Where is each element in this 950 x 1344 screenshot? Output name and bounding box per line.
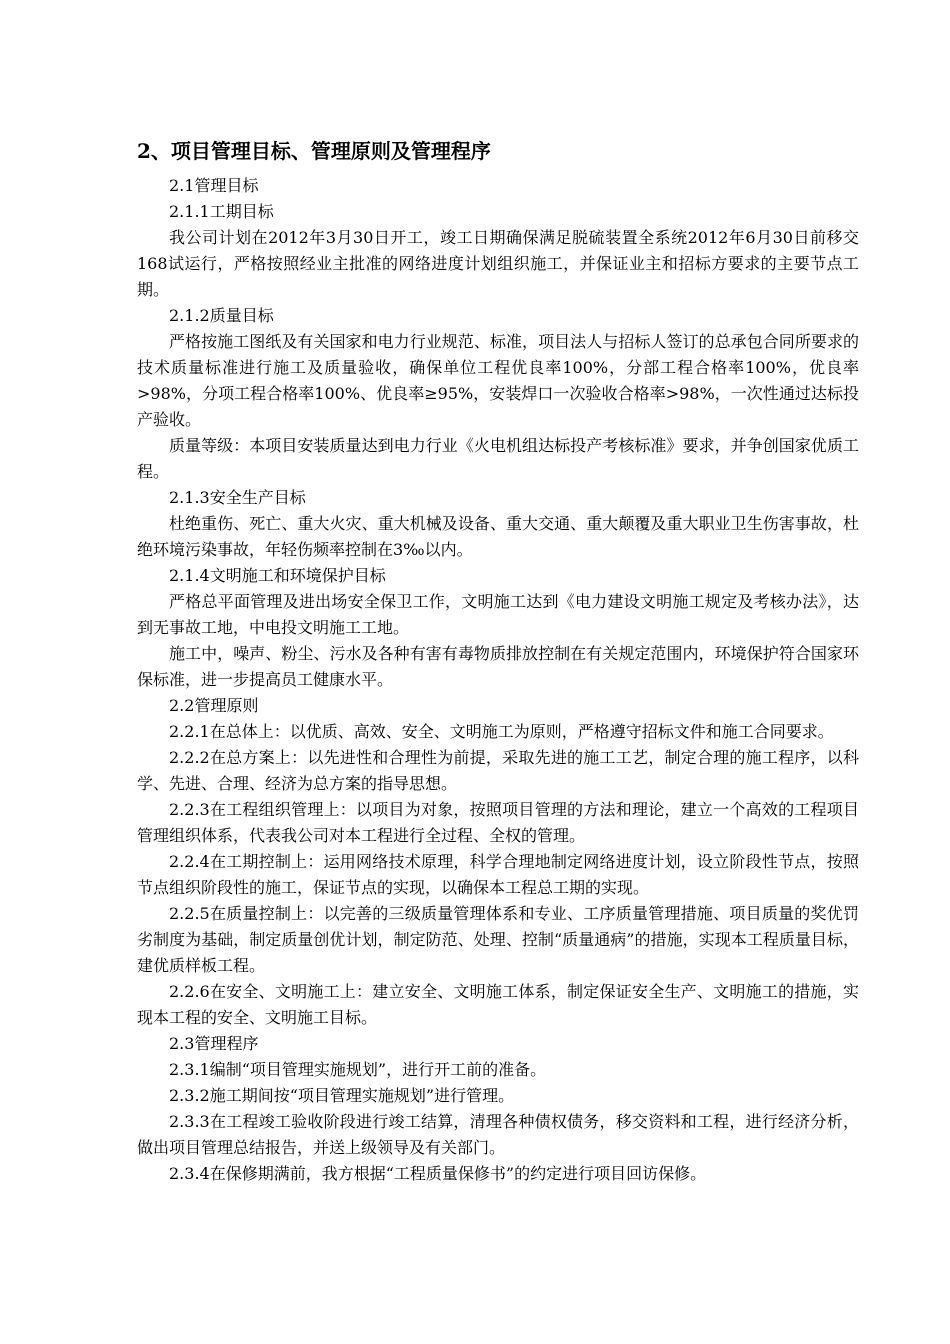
- paragraph-schedule-goal: 我公司计划在2012年3月30日开工，竣工日期确保满足脱硫装置全系统2012年6月30日前移交168试运行，严格按照经业主批准的网络进度计划组织施工，并保证业主和招标方要求的主要节点工期。: [137, 228, 859, 299]
- heading-2-1-3: 2.1.3安全生产目标: [169, 488, 306, 507]
- document-body: [137, 173, 859, 1187]
- paragraph-2-3-4: 2.3.4在保修期满前，我方根据“工程质量保修书”的约定进行项目回访保修。: [169, 1164, 707, 1183]
- paragraph-2-2-5: 2.2.5在质量控制上：以完善的三级质量管理体系和专业、工序质量管理措施、项目质量的奖优罚劣制度为基础，制定质量创优计划，制定防范、处理、控制“质量通病”的措施，实现本工程质量目标，建优质样板工程。: [137, 904, 859, 975]
- heading-2-1-4: 2.1.4文明施工和环境保护目标: [169, 566, 386, 585]
- section-title: 2、项目管理目标、管理原则及管理程序: [137, 139, 491, 163]
- heading-2-2: 2.2管理原则: [169, 696, 259, 715]
- paragraph-civilized-construction: 严格总平面管理及进出场安全保卫工作，文明施工达到《电力建设文明施工规定及考核办法》，达到无事故工地，中电投文明施工工地。: [137, 592, 859, 637]
- paragraph-environment: 施工中，噪声、粉尘、污水及各种有害有毒物质排放控制在有关规定范围内，环境保护符合国家环保标准，进一步提高员工健康水平。: [137, 644, 859, 689]
- paragraph-quality-goal: 严格按施工图纸及有关国家和电力行业规范、标准，项目法人与招标人签订的总承包合同所要求的技术质量标准进行施工及质量验收，确保单位工程优良率100%，分部工程合格率100%，优良率>98%，分项工程合格率100%、优良率≥95%，安装焊口一次验收合格率>98%，一次性通过达标投产验收。: [137, 332, 859, 429]
- paragraph-2-2-6: 2.2.6在安全、文明施工上：建立安全、文明施工体系，制定保证安全生产、文明施工的措施，实现本工程的安全、文明施工目标。: [137, 982, 859, 1027]
- heading-2-1-2: 2.1.2质量目标: [169, 306, 274, 325]
- paragraph-2-3-2: 2.3.2施工期间按“项目管理实施规划”进行管理。: [169, 1086, 515, 1105]
- paragraph-2-2-4: 2.2.4在工期控制上：运用网络技术原理，科学合理地制定网络进度计划，设立阶段性节点，按照节点组织阶段性的施工，保证节点的实现，以确保本工程总工期的实现。: [137, 852, 859, 897]
- paragraph-safety-goal: 杜绝重伤、死亡、重大火灾、重大机械及设备、重大交通、重大颠覆及重大职业卫生伤害事故，杜绝环境污染事故，年轻伤频率控制在3‰以内。: [137, 514, 859, 559]
- heading-2-1: 2.1管理目标: [169, 176, 259, 195]
- paragraph-2-3-3: 2.3.3在工程竣工验收阶段进行竣工结算，清理各种债权债务，移交资料和工程，进行经济分析，做出项目管理总结报告，并送上级领导及有关部门。: [137, 1112, 859, 1157]
- paragraph-2-3-1: 2.3.1编制“项目管理实施规划”，进行开工前的准备。: [169, 1060, 547, 1079]
- paragraph-2-2-2: 2.2.2在总方案上：以先进性和合理性为前提，采取先进的施工工艺，制定合理的施工程序，以科学、先进、合理、经济为总方案的指导思想。: [137, 748, 859, 793]
- heading-2-1-1: 2.1.1工期目标: [169, 202, 274, 221]
- paragraph-2-2-3: 2.2.3在工程组织管理上：以项目为对象，按照项目管理的方法和理论，建立一个高效的工程项目管理组织体系，代表我公司对本工程进行全过程、全权的管理。: [137, 800, 859, 845]
- heading-2-3: 2.3管理程序: [169, 1034, 259, 1053]
- paragraph-2-2-1: 2.2.1在总体上：以优质、高效、安全、文明施工为原则，严格遵守招标文件和施工合同要求。: [169, 722, 834, 741]
- paragraph-quality-grade: 质量等级：本项目安装质量达到电力行业《火电机组达标投产考核标准》要求，并争创国家优质工程。: [137, 436, 859, 481]
